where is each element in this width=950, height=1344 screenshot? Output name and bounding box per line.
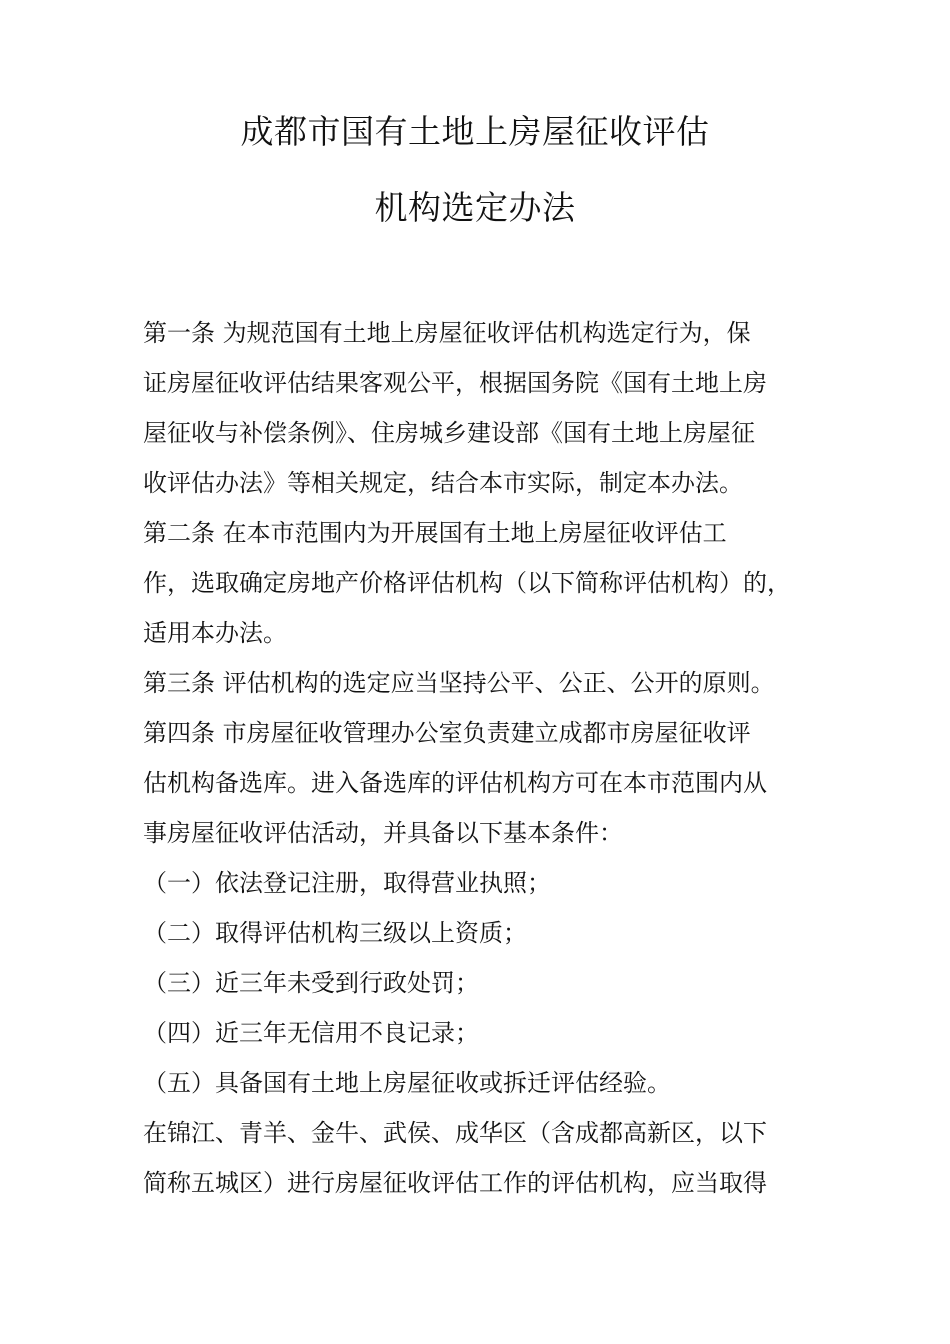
condition-item-4: （四）近三年无信用不良记录； <box>143 1019 479 1047</box>
article-1-line-4: 收评估办法》等相关规定，结合本市实际，制定本办法。 <box>143 469 743 497</box>
article-2-line-2: 作，选取确定房地产价格评估机构（以下简称评估机构）的， <box>143 569 791 597</box>
article-4-line-3: 事房屋征收评估活动，并具备以下基本条件： <box>143 819 623 847</box>
condition-item-2: （二）取得评估机构三级以上资质； <box>143 919 527 947</box>
article-2-line-1: 第二条 在本市范围内为开展国有土地上房屋征收评估工 <box>143 519 727 547</box>
condition-item-5: （五）具备国有土地上房屋征收或拆迁评估经验。 <box>143 1069 671 1097</box>
article-3-line-1: 第三条 评估机构的选定应当坚持公平、公正、公开的原则。 <box>143 669 775 697</box>
article-4-line-1: 第四条 市房屋征收管理办公室负责建立成都市房屋征收评 <box>143 719 751 747</box>
document-title-line-1: 成都市国有土地上房屋征收评估 <box>240 112 710 151</box>
document-title-line-2: 机构选定办法 <box>374 188 576 227</box>
condition-item-3: （三）近三年未受到行政处罚； <box>143 969 479 997</box>
document-body <box>143 308 823 1208</box>
article-1-line-1: 第一条 为规范国有土地上房屋征收评估机构选定行为，保 <box>143 319 751 347</box>
paragraph-line-2: 简称五城区）进行房屋征收评估工作的评估机构，应当取得 <box>143 1169 767 1197</box>
condition-item-1: （一）依法登记注册，取得营业执照； <box>143 869 551 897</box>
article-4-line-2: 估机构备选库。进入备选库的评估机构方可在本市范围内从 <box>143 769 767 797</box>
article-1-line-3: 屋征收与补偿条例》、住房城乡建设部《国有土地上房屋征 <box>143 419 755 447</box>
article-1-line-2: 证房屋征收评估结果客观公平，根据国务院《国有土地上房 <box>143 369 767 397</box>
article-2-line-3: 适用本办法。 <box>143 619 287 647</box>
paragraph-line-1: 在锦江、青羊、金牛、武侯、成华区（含成都高新区，以下 <box>143 1119 767 1147</box>
